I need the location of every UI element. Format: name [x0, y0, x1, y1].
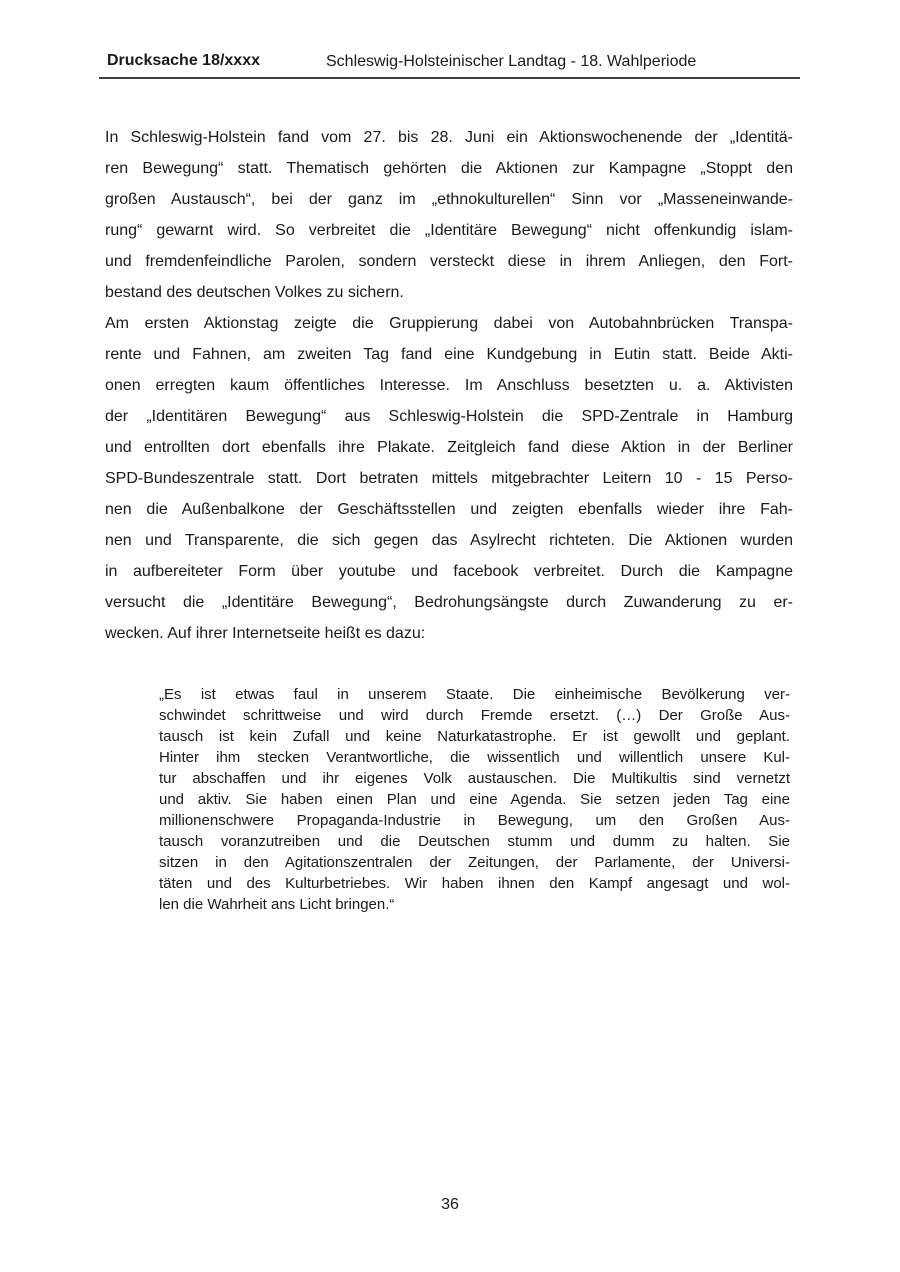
- body-text: [105, 122, 793, 649]
- text-line: len die Wahrheit ans Licht bringen.“: [159, 896, 395, 913]
- text-line: wecken. Auf ihrer Internetseite heißt es dazu:: [105, 625, 426, 642]
- text-line: millionenschwere Propaganda-Industrie in Bewegung, um den Großen Aus-: [159, 812, 790, 829]
- header-title: Schleswig-Holsteinischer Landtag - 18. Wahlperiode: [326, 53, 697, 70]
- text-line: ren Bewegung“ statt. Thematisch gehörten die Aktionen zur Kampagne „Stoppt den: [105, 160, 793, 177]
- text-line: rente und Fahnen, am zweiten Tag fand eine Kundgebung in Eutin statt. Beide Akti-: [105, 346, 793, 363]
- text-line: Hinter ihm stecken Verantwortliche, die wissentlich und willentlich unsere Kul-: [159, 749, 790, 766]
- text-line: bestand des deutschen Volkes zu sichern.: [105, 284, 404, 301]
- text-line: tausch ist kein Zufall und keine Naturkatastrophe. Er ist gewollt und geplant.: [159, 728, 790, 745]
- text-line: und aktiv. Sie haben einen Plan und eine Agenda. Sie setzen jeden Tag eine: [159, 791, 790, 808]
- text-line: in aufbereiteter Form über youtube und facebook verbreitet. Durch die Kampagne: [105, 563, 793, 580]
- page-number: 36: [441, 1196, 459, 1213]
- text-line: nen die Außenbalkone der Geschäftsstellen und zeigten ebenfalls wieder ihre Fah-: [105, 501, 793, 518]
- paragraph-1: [105, 122, 793, 308]
- text-line: In Schleswig-Holstein fand vom 27. bis 28. Juni ein Aktionswochenende der „Identitä-: [105, 129, 793, 146]
- text-line: und entrollten dort ebenfalls ihre Plakate. Zeitgleich fand diese Aktion in der Berliner: [105, 439, 793, 456]
- text-line: nen und Transparente, die sich gegen das Asylrecht richteten. Die Aktionen wurden: [105, 532, 793, 549]
- text-line: „Es ist etwas faul in unserem Staate. Die einheimische Bevölkerung ver-: [159, 686, 790, 703]
- text-line: onen erregten kaum öffentliches Interesse. Im Anschluss besetzten u. a. Aktivisten: [105, 377, 793, 394]
- text-line: rung“ gewarnt wird. So verbreitet die „Identitäre Bewegung“ nicht offenkundig islam-: [105, 222, 793, 239]
- paragraph-2: [105, 308, 793, 649]
- text-line: tausch voranzutreiben und die Deutschen stumm und dumm zu halten. Sie: [159, 833, 790, 850]
- text-line: sitzen in den Agitationszentralen der Zeitungen, der Parlamente, der Universi-: [159, 854, 790, 871]
- text-line: großen Austausch“, bei der ganz im „ethnokulturellen“ Sinn vor „Masseneinwande-: [105, 191, 793, 208]
- text-line: versucht die „Identitäre Bewegung“, Bedrohungsängste durch Zuwanderung zu er-: [105, 594, 793, 611]
- text-line: und fremdenfeindliche Parolen, sondern versteckt diese in ihrem Anliegen, den Fort-: [105, 253, 793, 270]
- text-line: der „Identitären Bewegung“ aus Schleswig-Holstein die SPD-Zentrale in Hamburg: [105, 408, 793, 425]
- text-line: Am ersten Aktionstag zeigte die Gruppierung dabei von Autobahnbrücken Transpa-: [105, 315, 793, 332]
- text-line: schwindet schrittweise und wird durch Fremde ersetzt. (…) Der Große Aus-: [159, 707, 790, 724]
- header-doc-number: Drucksache 18/xxxx: [107, 52, 260, 69]
- text-line: tur abschaffen und ihr eigenes Volk austauschen. Die Multikultis sind vernetzt: [159, 770, 790, 787]
- header-rule: [99, 77, 800, 79]
- blockquote: [159, 684, 790, 915]
- text-line: täten und des Kulturbetriebes. Wir haben ihnen den Kampf angesagt und wol-: [159, 875, 790, 892]
- text-line: SPD-Bundeszentrale statt. Dort betraten mittels mitgebrachter Leitern 10 - 15 Perso-: [105, 470, 793, 487]
